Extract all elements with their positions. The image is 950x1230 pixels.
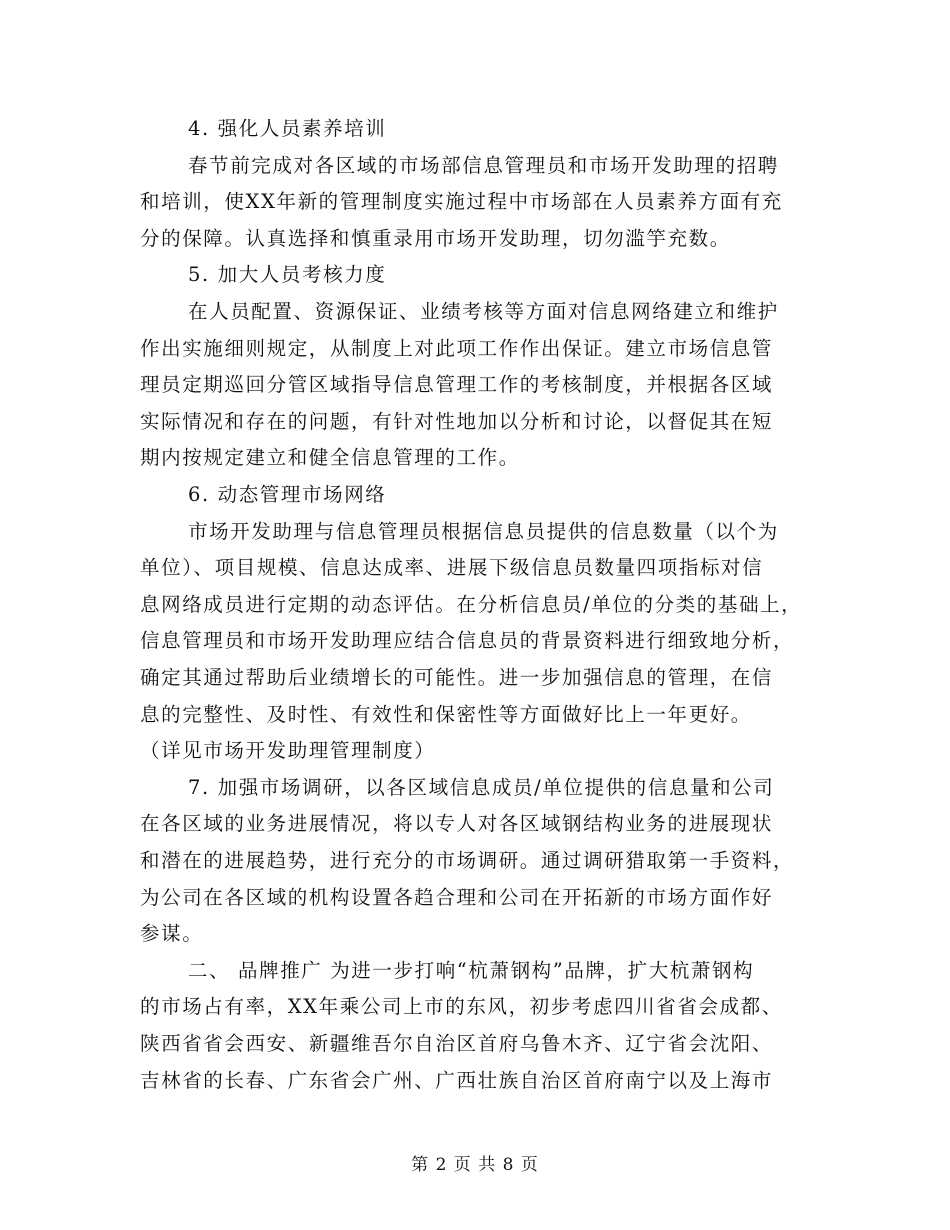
paragraph-line: 春节前完成对各区域的市场部信息管理员和市场开发助理的招聘: [188, 154, 779, 177]
paragraph-line: 理员定期巡回分管区域指导信息管理工作的考核制度，并根据各区域: [140, 373, 774, 396]
paragraph-line: 作出实施细则规定，从制度上对此项工作作出保证。建立市场信息管: [140, 337, 774, 360]
paragraph-line: 期内按规定建立和健全信息管理的工作。: [140, 446, 520, 469]
paragraph-line: 市场开发助理与信息管理员根据信息员提供的信息数量（以个为: [188, 520, 779, 543]
paragraph-line: （详见市场开发助理管理制度）: [140, 739, 436, 762]
paragraph-line: 为公司在各区域的机构设置各趋合理和公司在开拓新的市场方面作好: [140, 886, 774, 909]
paragraph-line: 在各区域的业务进展情况，将以专人对各区域钢结构业务的进展现状: [140, 812, 774, 835]
section-two-heading: 二、 品牌推广 为进一步打响“杭萧钢构”品牌，扩大杭萧钢构: [188, 959, 755, 982]
paragraph-line: 确定其通过帮助后业绩增长的可能性。进一步加强信息的管理，在信: [140, 666, 774, 689]
paragraph-line: 在人员配置、资源保证、业绩考核等方面对信息网络建立和维护: [188, 300, 779, 323]
heading-item-5: 5. 加大人员考核力度: [188, 263, 387, 286]
paragraph-line: 息的完整性、及时性、有效性和保密性等方面做好比上一年更好。: [140, 703, 752, 726]
paragraph-line: 实际情况和存在的问题，有针对性地加以分析和讨论，以督促其在短: [140, 410, 774, 433]
paragraph-line: 信息管理员和市场开发助理应结合信息员的背景资料进行细致地分析，: [140, 629, 795, 652]
paragraph-line: 息网络成员进行定期的动态评估。在分析信息员/单位的分类的基础上，: [140, 593, 803, 616]
paragraph-line: 的市场占有率，XX年乘公司上市的东风，初步考虑四川省省会成都、: [140, 995, 783, 1018]
paragraph-line: 和潜在的进展趋势，进行充分的市场调研。通过调研猎取第一手资料，: [140, 849, 795, 872]
paragraph-line: 单位）、项目规模、信息达成率、进展下级信息员数量四项指标对信: [140, 556, 764, 579]
heading-item-6: 6. 动态管理市场网络: [188, 483, 387, 506]
page-number: 第 2 页 共 8 页: [411, 1155, 539, 1175]
paragraph-line: 吉林省的长春、广东省会广州、广西壮族自治区首府南宁以及上海市: [140, 1069, 774, 1092]
paragraph-line: 陕西省省会西安、新疆维吾尔自治区首府乌鲁木齐、辽宁省会沈阳、: [140, 1032, 774, 1055]
heading-item-4: 4. 强化人员素养培训: [188, 117, 387, 140]
heading-item-7: 7. 加强市场调研，以各区域信息成员/单位提供的信息量和公司: [188, 776, 775, 799]
paragraph-line: 分的保障。认真选择和慎重录用市场开发助理，切勿滥竽充数。: [140, 227, 731, 250]
paragraph-line: 和培训，使XX年新的管理制度实施过程中市场部在人员素养方面有充: [140, 190, 783, 213]
paragraph-line: 参谋。: [140, 922, 204, 945]
